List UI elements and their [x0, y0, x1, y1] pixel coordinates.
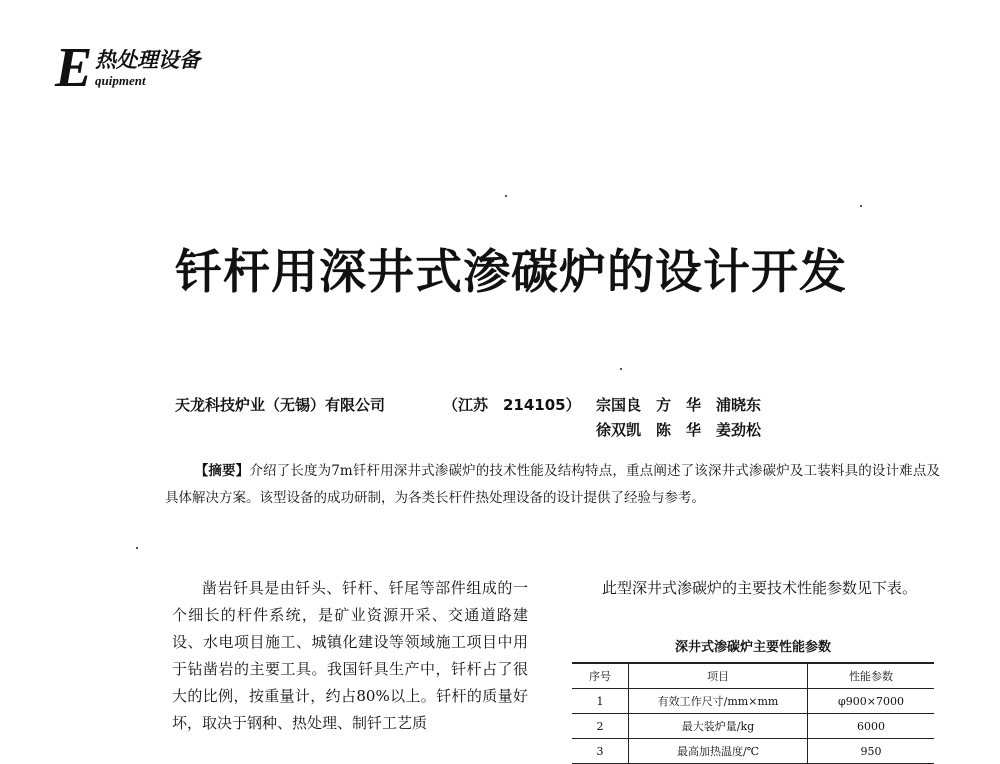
section-letter: E: [55, 37, 93, 99]
authors-line-2: 徐双凯 陈 华 姜劲松: [596, 421, 762, 439]
body-column-left: 凿岩钎具是由钎头、钎杆、钎尾等部件组成的一个细长的杆件系统，是矿业资源开采、交通道路建设、水电项目施工、城镇化建设等领域施工项目中用于钻凿岩的主要工具。我国钎具生产中，钎杆占了很大的比例，按重量计，约占80%以上。钎杆的质量好坏，取决于钢种、热处理、制钎工艺质: [172, 579, 528, 732]
body-column-right: 此型深井式渗碳炉的主要技术性能参数见下表。: [602, 579, 918, 597]
cell-value: 6000: [808, 714, 935, 739]
cell-index: 1: [572, 689, 629, 714]
postal-code: （江苏 214105）: [443, 396, 581, 414]
header-value: 性能参数: [808, 663, 935, 689]
header-index: 序号: [572, 663, 629, 689]
affiliation: 天龙科技炉业（无锡）有限公司: [175, 396, 386, 414]
table-header-row: [572, 663, 934, 689]
authors-line-1: 宗国良 方 华 浦晓东: [596, 396, 762, 414]
section-title-cn: 热处理设备: [95, 48, 200, 72]
table-row: [572, 689, 934, 714]
cell-item: 最高加热温度/℃: [629, 739, 808, 764]
scan-speck: [860, 205, 862, 207]
scan-speck: [620, 368, 622, 370]
article-title: 钎杆用深井式渗碳炉的设计开发: [175, 245, 847, 300]
scan-speck: [505, 195, 507, 197]
cell-item: 有效工作尺寸/mm×mm: [629, 689, 808, 714]
cell-index: 3: [572, 739, 629, 764]
table-caption: 深井式渗碳炉主要性能参数: [674, 640, 831, 655]
abstract-label: 【摘要】: [194, 463, 250, 479]
cell-value: 950: [808, 739, 935, 764]
scan-speck: [136, 547, 138, 549]
table-row: [572, 739, 934, 764]
abstract-text: 介绍了长度为7m钎杆用深井式渗碳炉的技术性能及结构特点，重点阐述了该深井式渗碳炉及工装料具的设计难点及具体解决方案。该型设备的成功研制，为各类长杆件热处理设备的设计提供了经验与参考。: [165, 463, 941, 506]
cell-value: φ900×7000: [808, 689, 935, 714]
cell-item: 最大装炉量/kg: [629, 714, 808, 739]
cell-index: 2: [572, 714, 629, 739]
header-item: 项目: [629, 663, 808, 689]
abstract: [165, 458, 940, 512]
table-row: [572, 714, 934, 739]
section-title-en: quipment: [95, 73, 146, 88]
parameters-table: [572, 662, 934, 764]
